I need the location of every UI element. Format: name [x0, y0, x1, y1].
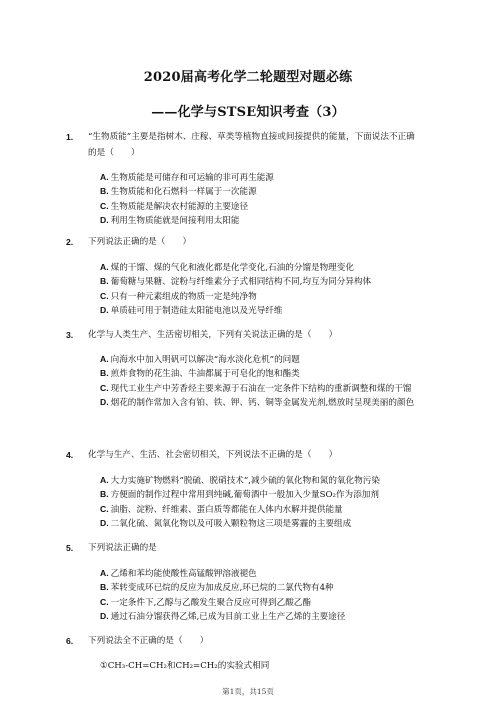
option-d — [100, 214, 420, 228]
question-1-stem — [66, 129, 418, 161]
option-d — [100, 610, 420, 624]
option-text: 方便面的制作过程中常用到纯碱,葡萄酒中一般加入少量SO₂作为添加剂 — [110, 490, 379, 501]
option-text: 一定条件下,乙醇与乙酸发生聚合反应可得到乙酸乙酯 — [110, 597, 311, 608]
option-d — [100, 517, 420, 531]
option-label: D. — [100, 305, 109, 316]
question-4-stem — [66, 447, 418, 463]
option-label: D. — [100, 397, 109, 408]
option-text: 苯转变成环已烷的反应为加成反应,环已烷的二氯代物有4种 — [110, 583, 334, 594]
question-number: 3. — [66, 330, 74, 340]
option-label: A. — [100, 262, 109, 272]
option-text: 通过石油分馏获得乙烯,已成为目前工业上生产乙烯的主要途径 — [110, 612, 346, 623]
page-footer: 第1页，共15页 — [222, 687, 274, 696]
option-label: C. — [100, 290, 109, 301]
option-label: C. — [100, 596, 109, 607]
option-label: D. — [100, 611, 109, 622]
question-3-stem — [66, 327, 418, 343]
question-5-stem — [66, 540, 418, 556]
option-text: 乙烯和苯均能使酸性高锰酸钾溶液褪色 — [110, 569, 257, 579]
page-title: 2020届高考化学二轮题型对题必练 — [143, 70, 353, 85]
option-label: B. — [100, 276, 109, 287]
option-b — [100, 367, 420, 381]
question-number: 2. — [66, 237, 74, 247]
option-text: 大力实施矿物燃料“脱硫、脱硝技术”,减少硫的氧化物和氮的氧化物污染 — [110, 476, 380, 486]
question-6-stem — [66, 633, 418, 649]
option-label: C. — [100, 503, 109, 514]
option-label: D. — [100, 215, 109, 226]
option-c — [100, 382, 420, 396]
question-3-options — [100, 353, 420, 411]
question-number: 1. — [66, 132, 74, 142]
option-b — [100, 488, 420, 502]
question-2-options — [100, 261, 420, 319]
question-number: 4. — [66, 450, 74, 460]
question-text: 化学与生产、生活、社会密切相关，下列说法不正确的是（ ） — [88, 450, 338, 460]
question-4-options — [100, 474, 420, 532]
option-text: 煤的干馏、煤的气化和液化都是化学变化,石油的分馏是物理变化 — [110, 263, 354, 273]
question-6-options — [100, 660, 420, 673]
option-label: B. — [100, 489, 109, 500]
option-text: 利用生物质能就是间接利用太阳能 — [110, 216, 240, 227]
option-text: 烟花的制作常加入含有铂、铁、钾、钙、铜等金属发光剂,燃放时呈现美丽的颜色 — [110, 398, 415, 409]
option-a — [100, 171, 420, 185]
option-text: 生物质能是可储存和可运输的非可再生能源 — [110, 173, 274, 183]
option-label: D. — [100, 518, 109, 529]
option-label: B. — [100, 186, 109, 197]
option-text: 只有一种元素组成的物质一定是纯净物 — [110, 291, 257, 302]
question-number: 6. — [66, 636, 74, 646]
question-2-stem — [66, 234, 418, 250]
option-b — [100, 275, 420, 289]
option-label: A. — [100, 475, 109, 485]
question-text: 下列说法全不正确的是（ ） — [88, 636, 209, 646]
option-label: B. — [100, 582, 109, 593]
option-text: 单质硅可用于制造硅太阳能电池以及光导纤维 — [110, 306, 283, 317]
option-a — [100, 353, 420, 367]
option-text: 二氧化硫、氮氧化物以及可吸入颗粒物这三项是雾霾的主要组成 — [110, 519, 352, 530]
option-text: 葡萄糖与果糖、淀粉与纤维素分子式相同结构不同,均互为同分异构体 — [110, 277, 372, 288]
option-c — [100, 290, 420, 304]
option-text: 油脂、淀粉、纤维素、蛋白质等都能在人体内水解并提供能量 — [110, 504, 343, 515]
question-number: 5. — [66, 543, 74, 553]
option-text: 向海水中加入明矾可以解决“海水淡化危机”的问题 — [110, 355, 300, 365]
option-b — [100, 185, 420, 199]
question-5-options — [100, 567, 420, 625]
option-label: A. — [100, 354, 109, 364]
statement-1 — [100, 660, 420, 673]
option-label: C. — [100, 200, 109, 211]
option-label: A. — [100, 172, 109, 182]
option-text: 生物质能是解决农村能源的主要途径 — [110, 201, 249, 212]
question-text: 下列说法正确的是 — [88, 543, 157, 553]
option-label: B. — [100, 368, 109, 379]
option-a — [100, 567, 420, 581]
option-d — [100, 396, 420, 410]
option-c — [100, 200, 420, 214]
option-text: 现代工业生产中芳香烃主要来源于石油在一定条件下结构的重新调整和煤的干馏 — [110, 383, 412, 394]
question-text: “生物质能”主要是指树木、庄稼、草类等植物直接或间接提供的能量，下面说法不正确的是（ ） — [88, 132, 415, 158]
statement-text: ①CH₃-CH=CH₂和CH₂=CH₂的实验式相同 — [100, 661, 270, 671]
option-label: C. — [100, 382, 109, 393]
question-1-options — [100, 171, 420, 229]
option-d — [100, 304, 420, 318]
option-c — [100, 596, 420, 610]
option-c — [100, 503, 420, 517]
option-text: 煎炸食物的花生油、牛油都属于可皂化的饱和酯类 — [110, 369, 300, 380]
option-a — [100, 261, 420, 275]
question-text: 下列说法正确的是（ ） — [88, 237, 192, 247]
option-b — [100, 581, 420, 595]
option-label: A. — [100, 568, 109, 578]
question-text: 化学与人类生产、生活密切相关，下列有关说法正确的是（ ） — [88, 330, 338, 340]
option-text: 生物质能和化石燃料一样属于一次能源 — [110, 187, 257, 198]
option-a — [100, 474, 420, 488]
page-subtitle: ——化学与STSE知识考查（3） — [151, 105, 345, 120]
